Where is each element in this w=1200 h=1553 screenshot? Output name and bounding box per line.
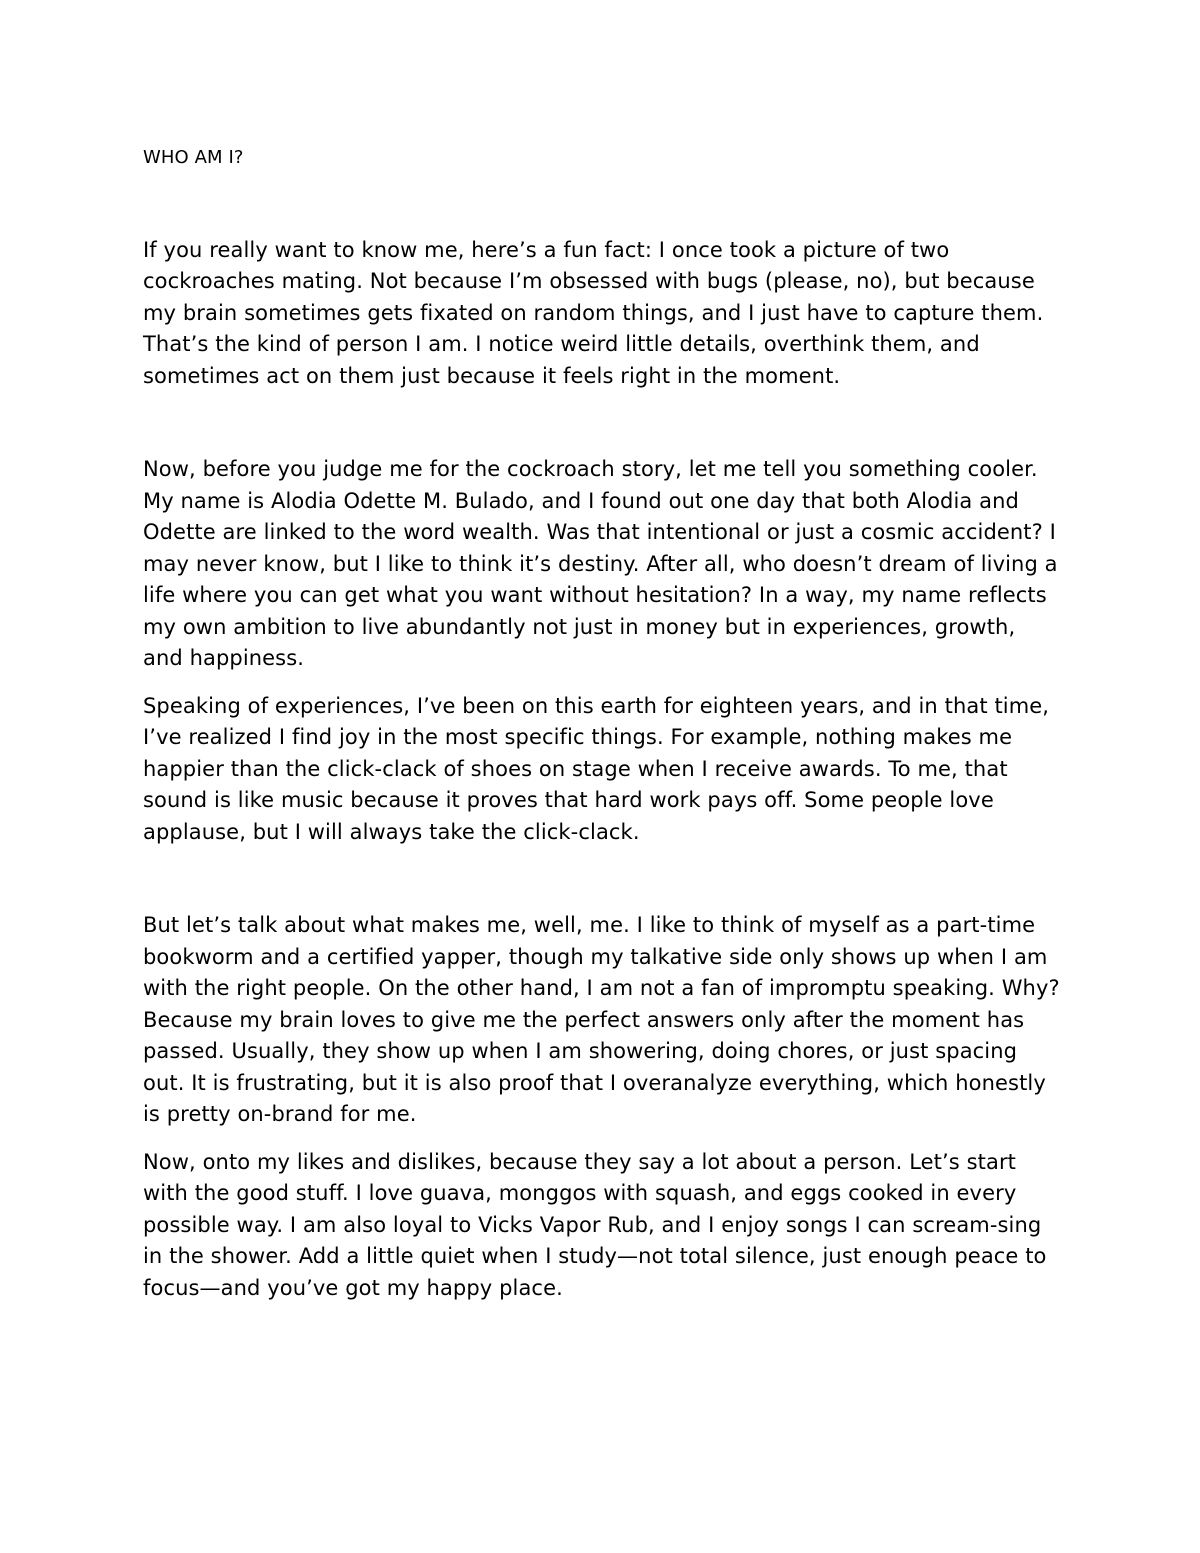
paragraph-experiences: Speaking of experiences, I’ve been on this earth for eighteen years, and in that time, I’ve realized I find joy in the most specific things. For example, nothing makes me happier than the click-clack of shoes on stage when I receive awards. To me, that sound is like music because it proves that hard work pays off. Some people love applause, but I will always take the click-clack. [143, 693, 1050, 844]
document-title: WHO AM I? [143, 147, 244, 168]
paragraph-cockroach-fact: If you really want to know me, here’s a fun fact: I once took a picture of two cockroaches mating. Not because I’m obsessed with bugs (please, no), but because my brain sometimes gets fixated on random things, and I just have to capture them. That’s the kind of person I am. I notice weird little details, overthink them, and sometimes act on them just because it feels right in the moment. [143, 237, 1044, 388]
paragraph-likes: Now, onto my likes and dislikes, because they say a lot about a person. Let’s start with the good stuff. I love guava, monggos with squash, and eggs cooked in every possible way. I am also loyal to Vicks Vapor Rub, and I enjoy songs I can scream-sing in the shower. Add a little quiet when I study—not total silence, just enough peace to focus—and you’ve got my happy place. [143, 1149, 1047, 1300]
document-body [143, 142, 1061, 1304]
paragraph-name-meaning: Now, before you judge me for the cockroach story, let me tell you something cooler. My name is Alodia Odette M. Bulado, and I found out one day that both Alodia and Odette are linked to the word wealth. Was that intentional or just a cosmic accident? I may never know, but I like to think it’s destiny. After all, who doesn’t dream of living a life where you can get what you want without hesitation? In a way, my name reflects my own ambition to live abundantly not just in money but in experiences, growth, and happiness. [143, 457, 1058, 670]
paragraph-personality: But let’s talk about what makes me, well, me. I like to think of myself as a part-time bookworm and a certified yapper, though my talkative side only shows up when I am with the right people. On the other hand, I am not a fan of impromptu speaking. Why? Because my brain loves to give me the perfect answers only after the moment has passed. Usually, they show up when I am showering, doing chores, or just spacing out. It is frustrating, but it is also proof that I overanalyze everything, which honestly is pretty on-brand for me. [143, 913, 1060, 1126]
